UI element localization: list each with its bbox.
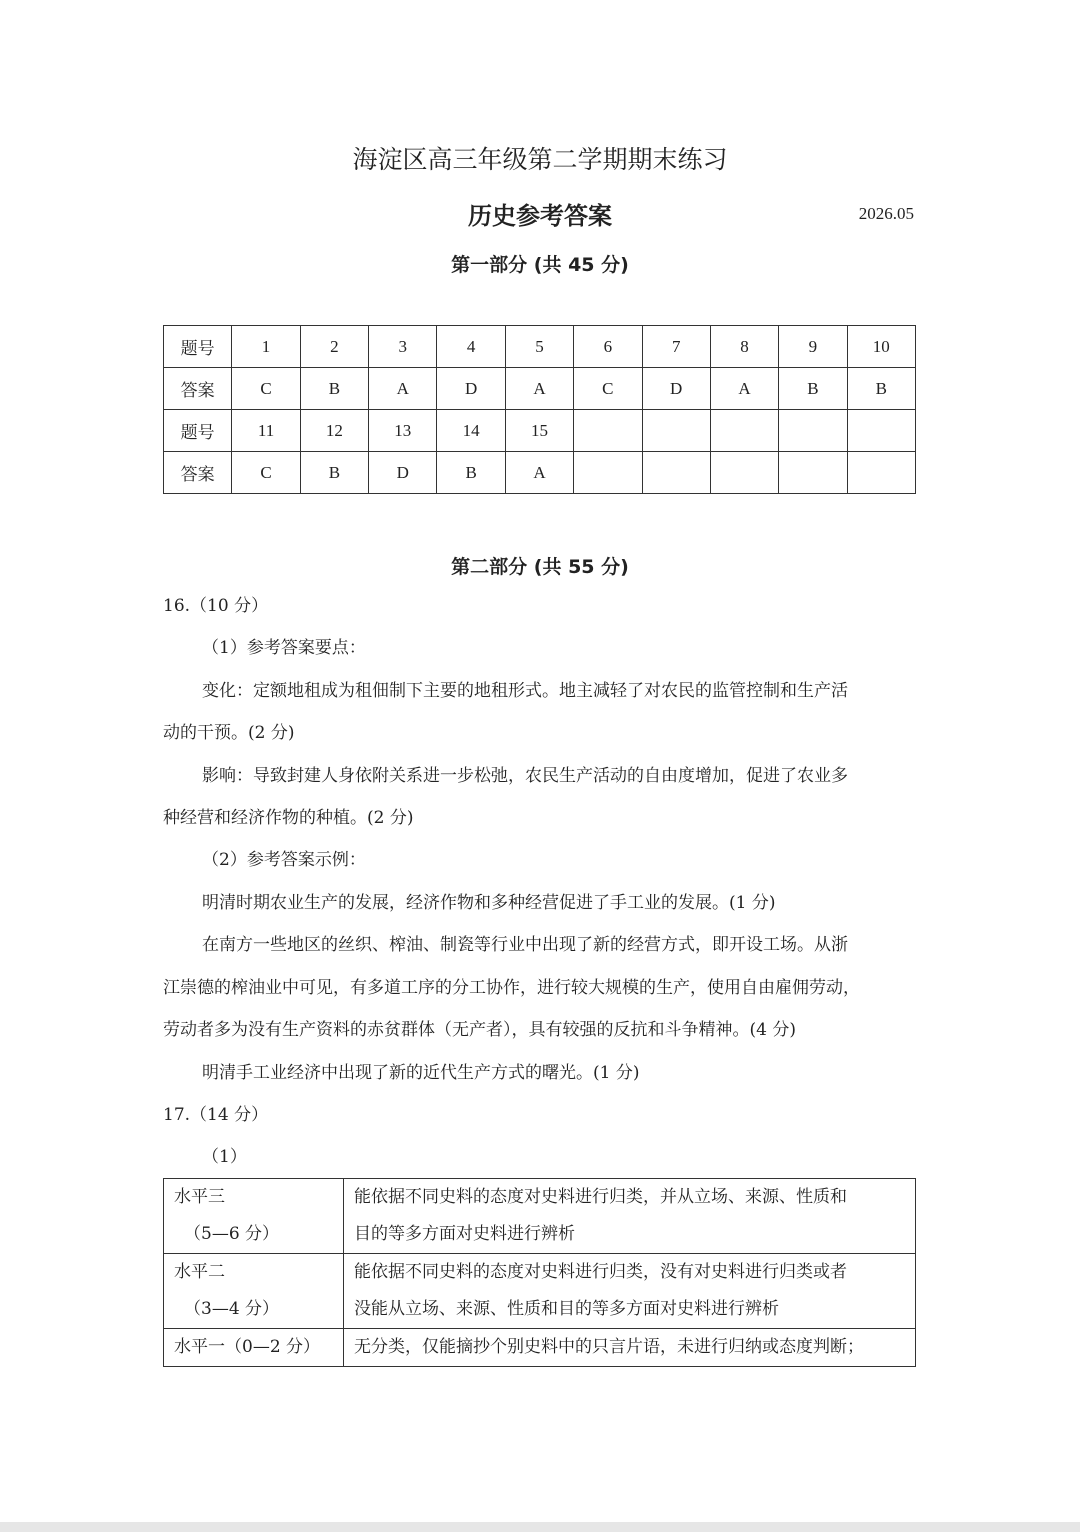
table-cell: [642, 452, 710, 494]
table-cell: C: [232, 368, 300, 410]
table-cell: A: [505, 452, 573, 494]
table-cell: [779, 452, 847, 494]
table-cell: [847, 410, 915, 452]
level-name: 水平三: [174, 1187, 225, 1207]
table-row: [164, 1179, 916, 1254]
table-cell: A: [710, 368, 778, 410]
table-cell: 14: [437, 410, 505, 452]
document-title: 海淀区高三年级第二学期期末练习: [352, 145, 728, 174]
part1-heading: 第一部分 (共 45 分): [451, 254, 629, 276]
q16-p2-line2: 在南方一些地区的丝织、榨油、制瓷等行业中出现了新的经营方式，即开设工场。从浙: [202, 935, 848, 955]
q16-change-line1: 变化：定额地租成为租佃制下主要的地租形式。地主减轻了对农民的监管控制和生产活: [202, 681, 848, 701]
document-date: 2026.05: [858, 204, 914, 223]
table-cell: 15: [505, 410, 573, 452]
desc-line: 目的等多方面对史料进行辨析: [354, 1224, 575, 1244]
q16-change-line2: 动的干预。(2 分): [163, 723, 295, 743]
answer-table: [163, 325, 916, 494]
table-cell: 9: [779, 326, 847, 368]
level-description: [344, 1329, 916, 1367]
table-cell: 10: [847, 326, 915, 368]
table-row: [164, 410, 916, 452]
level-cell: [164, 1179, 344, 1254]
q17-title: 17.（14 分）: [163, 1105, 269, 1125]
bottom-scroll-bar: [0, 1522, 1080, 1532]
q16-p2-line5: 明清手工业经济中出现了新的近代生产方式的曙光。(1 分): [202, 1063, 640, 1083]
table-cell: [574, 452, 642, 494]
q16-impact-line2: 种经营和经济作物的种植。(2 分): [163, 808, 414, 828]
table-row: [164, 1329, 916, 1367]
table-cell: 5: [505, 326, 573, 368]
row-label: 答案: [164, 368, 232, 410]
table-cell: A: [369, 368, 437, 410]
table-cell: B: [847, 368, 915, 410]
table-cell: D: [437, 368, 505, 410]
q16-p2-line4: 劳动者多为没有生产资料的赤贫群体（无产者），具有较强的反抗和斗争精神。(4 分): [163, 1020, 796, 1040]
table-cell: B: [300, 452, 368, 494]
q16-title: 16.（10 分）: [163, 596, 269, 616]
level-description: [344, 1179, 916, 1254]
level-cell: [164, 1329, 344, 1367]
table-cell: D: [369, 452, 437, 494]
row-label: 题号: [164, 326, 232, 368]
level-name: 水平二: [174, 1262, 225, 1282]
table-cell: 6: [574, 326, 642, 368]
row-label: 答案: [164, 452, 232, 494]
desc-line: 能依据不同史料的态度对史料进行归类，并从立场、来源、性质和: [354, 1187, 847, 1207]
table-cell: [847, 452, 915, 494]
table-cell: B: [437, 452, 505, 494]
table-cell: D: [642, 368, 710, 410]
table-cell: 8: [710, 326, 778, 368]
table-cell: B: [779, 368, 847, 410]
table-cell: [710, 452, 778, 494]
table-row: [164, 326, 916, 368]
table-cell: A: [505, 368, 573, 410]
table-row: [164, 368, 916, 410]
level-cell: [164, 1254, 344, 1329]
table-cell: B: [300, 368, 368, 410]
desc-line: 能依据不同史料的态度对史料进行归类，没有对史料进行归类或者: [354, 1262, 847, 1282]
part2-heading: 第二部分 (共 55 分): [451, 556, 629, 578]
table-row: [164, 452, 916, 494]
q17-sub1: （1）: [202, 1147, 247, 1167]
table-cell: C: [574, 368, 642, 410]
level-table: [163, 1178, 916, 1367]
table-cell: 12: [300, 410, 368, 452]
q16-part2-heading: （2）参考答案示例：: [202, 850, 366, 870]
table-cell: [779, 410, 847, 452]
subtitle-row: [0, 196, 1080, 236]
table-row: [164, 1254, 916, 1329]
table-cell: 3: [369, 326, 437, 368]
table-cell: [574, 410, 642, 452]
row-label: 题号: [164, 410, 232, 452]
document-subtitle: 历史参考答案: [468, 202, 612, 230]
q16-p2-line3: 江崇德的榨油业中可见，有多道工序的分工协作，进行较大规模的生产，使用自由雇佣劳动，: [163, 978, 860, 998]
table-cell: 11: [232, 410, 300, 452]
level-score: （3—4 分）: [184, 1299, 280, 1319]
table-cell: 13: [369, 410, 437, 452]
q16-p2-line1: 明清时期农业生产的发展，经济作物和多种经营促进了手工业的发展。(1 分): [202, 893, 776, 913]
table-cell: 4: [437, 326, 505, 368]
q16-impact-line1: 影响：导致封建人身依附关系进一步松弛，农民生产活动的自由度增加，促进了农业多: [202, 766, 848, 786]
level-score: （5—6 分）: [184, 1224, 280, 1244]
q16-part1-heading: （1）参考答案要点：: [202, 638, 366, 658]
level-description: [344, 1254, 916, 1329]
desc-line: 没能从立场、来源、性质和目的等多方面对史料进行辨析: [354, 1299, 779, 1319]
table-cell: 2: [300, 326, 368, 368]
level-name: 水平一（0—2 分）: [174, 1337, 321, 1357]
table-cell: C: [232, 452, 300, 494]
table-cell: [642, 410, 710, 452]
desc-line: 无分类，仅能摘抄个别史料中的只言片语，未进行归纳或态度判断；: [354, 1337, 864, 1357]
table-cell: 1: [232, 326, 300, 368]
table-cell: [710, 410, 778, 452]
table-cell: 7: [642, 326, 710, 368]
